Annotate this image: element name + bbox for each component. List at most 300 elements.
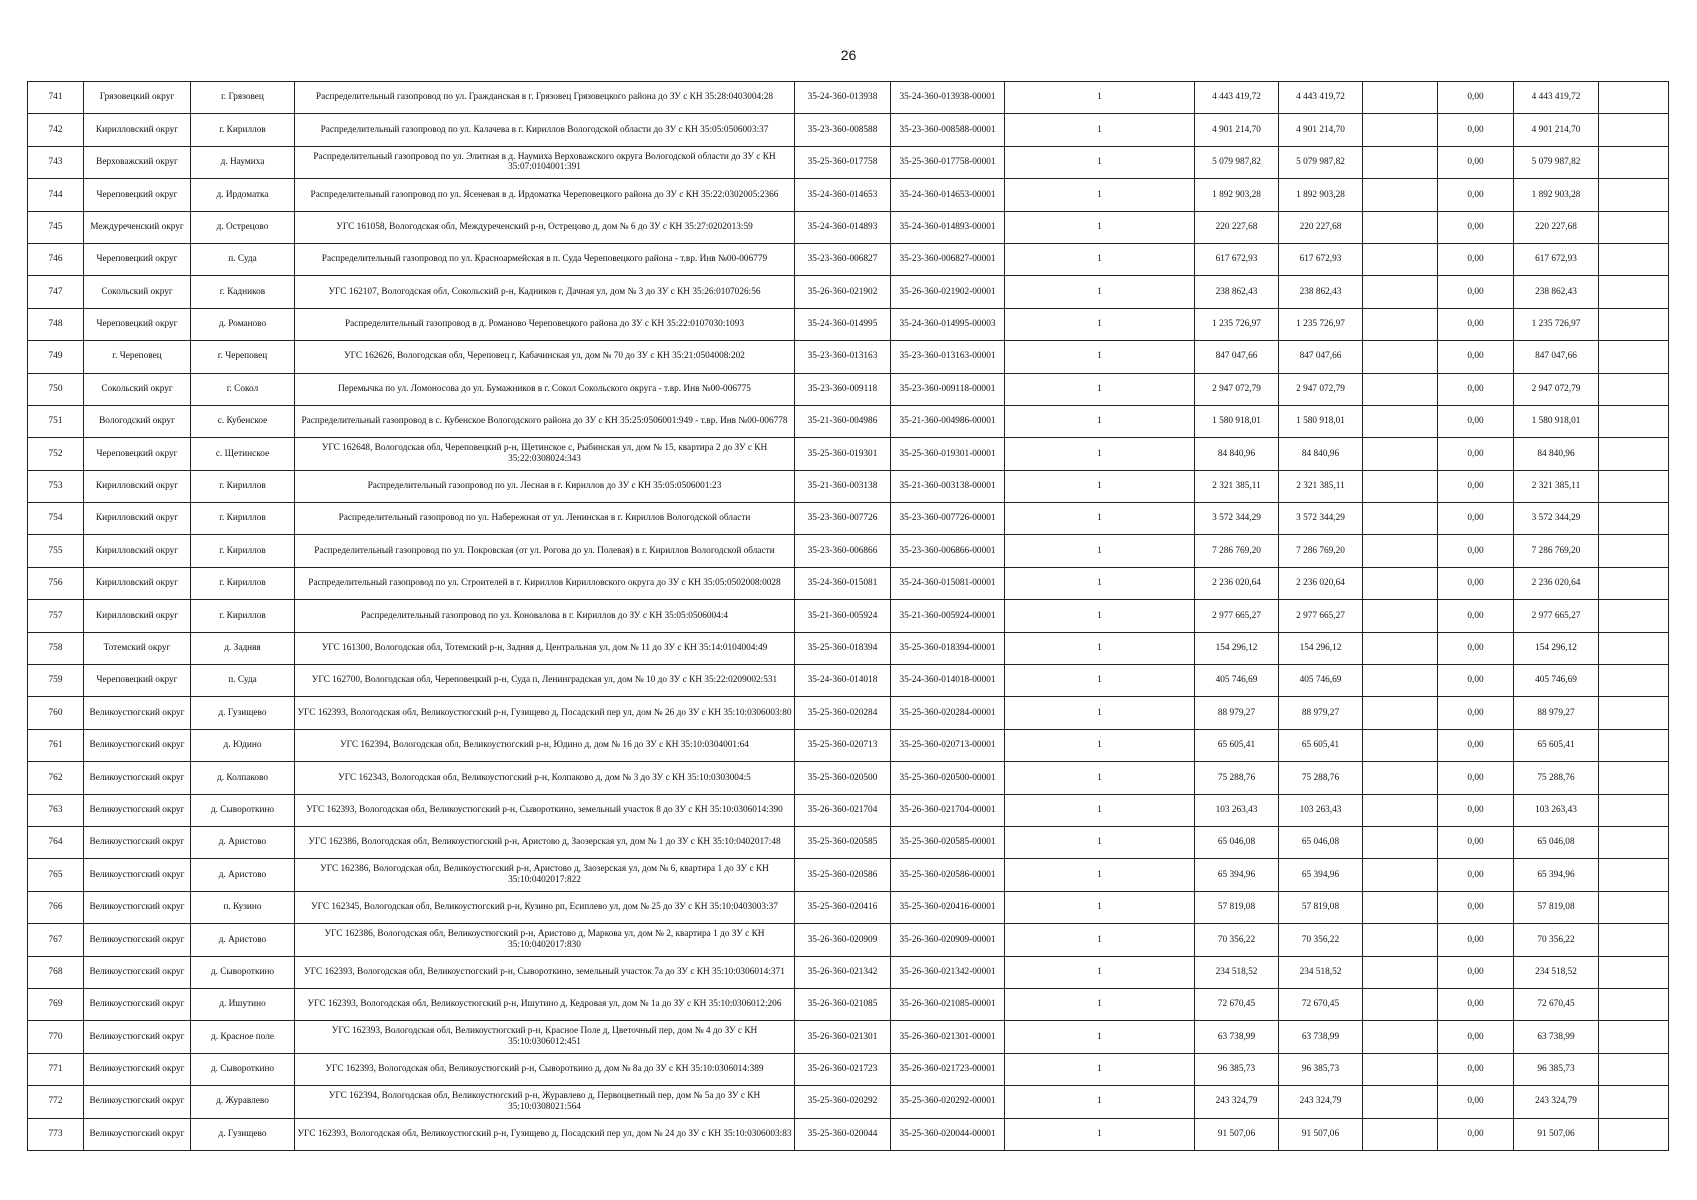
residual-value-cell: 243 324,79: [1514, 1086, 1599, 1118]
inventory-number-cell: 35-26-360-021342-00001: [891, 956, 1005, 988]
residual-value-cell: 63 738,99: [1514, 1021, 1599, 1053]
initial-cost-cell: 75 288,76: [1195, 762, 1279, 794]
book-value-cell: 2 947 072,79: [1279, 373, 1363, 405]
initial-cost-cell: 238 862,43: [1195, 276, 1279, 308]
object-name-cell: УГС 161058, Вологодская обл, Междуреченский р-н, Острецово д, дом № 6 до ЗУ с КН 35:27:0202013:59: [295, 211, 795, 243]
settlement-cell: д. Сывороткино: [191, 1053, 295, 1085]
table-row: [28, 1086, 1669, 1118]
initial-cost-cell: 1 580 918,01: [1195, 405, 1279, 437]
table-row: [28, 697, 1669, 729]
object-code-cell: 35-21-360-005924: [795, 600, 891, 632]
object-code-cell: 35-25-360-018394: [795, 632, 891, 664]
residual-value-cell: 5 079 987,82: [1514, 146, 1599, 178]
residual-value-cell: 154 296,12: [1514, 632, 1599, 664]
book-value-cell: 405 746,69: [1279, 665, 1363, 697]
district-cell: Сокольский округ: [84, 373, 191, 405]
initial-cost-cell: 847 047,66: [1195, 341, 1279, 373]
settlement-cell: с. Щетинское: [191, 438, 295, 470]
depreciation-cell: 0,00: [1438, 891, 1514, 923]
initial-cost-cell: 72 670,45: [1195, 988, 1279, 1020]
settlement-cell: п. Суда: [191, 243, 295, 275]
initial-cost-cell: 617 672,93: [1195, 243, 1279, 275]
settlement-cell: г. Кириллов: [191, 114, 295, 146]
object-name-cell: Распределительный газопровод по ул. Красноармейская в п. Суда Череповецкого района - т.вр. Инв №00-006779: [295, 243, 795, 275]
row-number-cell: 751: [28, 405, 84, 437]
table-row: [28, 503, 1669, 535]
settlement-cell: п. Кузино: [191, 891, 295, 923]
empty-cell: [1363, 211, 1438, 243]
initial-cost-cell: 4 901 214,70: [1195, 114, 1279, 146]
inventory-number-cell: 35-25-360-020500-00001: [891, 762, 1005, 794]
residual-value-cell: 84 840,96: [1514, 438, 1599, 470]
inventory-number-cell: 35-21-360-003138-00001: [891, 470, 1005, 502]
district-cell: Тотемский округ: [84, 632, 191, 664]
row-number-cell: 752: [28, 438, 84, 470]
residual-value-cell: 847 047,66: [1514, 341, 1599, 373]
row-number-cell: 743: [28, 146, 84, 178]
object-name-cell: УГС 161300, Вологодская обл, Тотемский р-н, Задняя д, Центральная ул, дом № 11 до ЗУ с КН 35:14:0104004:49: [295, 632, 795, 664]
inventory-number-cell: 35-25-360-020713-00001: [891, 729, 1005, 761]
district-cell: Великоустюгский округ: [84, 794, 191, 826]
quantity-cell: 1: [1005, 729, 1195, 761]
empty-cell: [1363, 1053, 1438, 1085]
object-name-cell: УГС 162394, Вологодская обл, Великоустюгский р-н, Журавлево д, Первоцветный пер, дом № 5а до ЗУ с КН 35:10:0308021:564: [295, 1086, 795, 1118]
note-cell: [1599, 1118, 1669, 1150]
residual-value-cell: 75 288,76: [1514, 762, 1599, 794]
book-value-cell: 220 227,68: [1279, 211, 1363, 243]
district-cell: Кирилловский округ: [84, 503, 191, 535]
initial-cost-cell: 65 394,96: [1195, 859, 1279, 891]
object-code-cell: 35-26-360-021085: [795, 988, 891, 1020]
initial-cost-cell: 88 979,27: [1195, 697, 1279, 729]
residual-value-cell: 2 321 385,11: [1514, 470, 1599, 502]
table-row: [28, 988, 1669, 1020]
object-code-cell: 35-23-360-006827: [795, 243, 891, 275]
object-name-cell: УГС 162394, Вологодская обл, Великоустюгский р-н, Юдино д, дом № 16 до ЗУ с КН 35:10:0304001:64: [295, 729, 795, 761]
quantity-cell: 1: [1005, 665, 1195, 697]
depreciation-cell: 0,00: [1438, 729, 1514, 761]
residual-value-cell: 4 443 419,72: [1514, 82, 1599, 114]
settlement-cell: д. Сывороткино: [191, 794, 295, 826]
book-value-cell: 1 235 726,97: [1279, 308, 1363, 340]
table-row: [28, 600, 1669, 632]
object-name-cell: УГС 162386, Вологодская обл, Великоустюгский р-н, Аристово д, Маркова ул, дом № 2, квартира 1 до ЗУ с КН 35:10:0402017:830: [295, 924, 795, 956]
residual-value-cell: 65 394,96: [1514, 859, 1599, 891]
empty-cell: [1363, 82, 1438, 114]
object-name-cell: Распределительный газопровод по ул. Элитная в д. Наумиха Верховажского округа Вологодской области до ЗУ с КН 35:07:0104001:391: [295, 146, 795, 178]
district-cell: Кирилловский округ: [84, 600, 191, 632]
table-row: [28, 729, 1669, 761]
initial-cost-cell: 57 819,08: [1195, 891, 1279, 923]
depreciation-cell: 0,00: [1438, 794, 1514, 826]
inventory-number-cell: 35-25-360-020416-00001: [891, 891, 1005, 923]
initial-cost-cell: 220 227,68: [1195, 211, 1279, 243]
row-number-cell: 756: [28, 567, 84, 599]
note-cell: [1599, 146, 1669, 178]
initial-cost-cell: 1 892 903,28: [1195, 179, 1279, 211]
district-cell: Верховажский округ: [84, 146, 191, 178]
initial-cost-cell: 7 286 769,20: [1195, 535, 1279, 567]
row-number-cell: 761: [28, 729, 84, 761]
note-cell: [1599, 373, 1669, 405]
object-name-cell: Распределительный газопровод по ул. Набережная от ул. Ленинская в г. Кириллов Вологодской области: [295, 503, 795, 535]
settlement-cell: д. Гузищево: [191, 1118, 295, 1150]
object-code-cell: 35-24-360-014653: [795, 179, 891, 211]
note-cell: [1599, 179, 1669, 211]
object-name-cell: Распределительный газопровод по ул. Ясеневая в д. Ирдоматка Череповецкого района до ЗУ с КН 35:22:0302005:2366: [295, 179, 795, 211]
quantity-cell: 1: [1005, 924, 1195, 956]
object-name-cell: УГС 162107, Вологодская обл, Сокольский р-н, Кадников г, Дачная ул, дом № 3 до ЗУ с КН 35:26:0107026:56: [295, 276, 795, 308]
row-number-cell: 760: [28, 697, 84, 729]
table-row: [28, 308, 1669, 340]
quantity-cell: 1: [1005, 1021, 1195, 1053]
empty-cell: [1363, 179, 1438, 211]
object-code-cell: 35-25-360-020292: [795, 1086, 891, 1118]
inventory-number-cell: 35-26-360-020909-00001: [891, 924, 1005, 956]
object-code-cell: 35-25-360-020500: [795, 762, 891, 794]
book-value-cell: 65 046,08: [1279, 826, 1363, 858]
depreciation-cell: 0,00: [1438, 276, 1514, 308]
district-cell: Великоустюгский округ: [84, 956, 191, 988]
object-code-cell: 35-21-360-004986: [795, 405, 891, 437]
initial-cost-cell: 154 296,12: [1195, 632, 1279, 664]
inventory-number-cell: 35-24-360-013938-00001: [891, 82, 1005, 114]
object-code-cell: 35-23-360-007726: [795, 503, 891, 535]
empty-cell: [1363, 243, 1438, 275]
note-cell: [1599, 632, 1669, 664]
initial-cost-cell: 84 840,96: [1195, 438, 1279, 470]
quantity-cell: 1: [1005, 632, 1195, 664]
inventory-number-cell: 35-24-360-014995-00003: [891, 308, 1005, 340]
quantity-cell: 1: [1005, 988, 1195, 1020]
note-cell: [1599, 114, 1669, 146]
settlement-cell: д. Задняя: [191, 632, 295, 664]
object-code-cell: 35-24-360-015081: [795, 567, 891, 599]
depreciation-cell: 0,00: [1438, 373, 1514, 405]
district-cell: Череповецкий округ: [84, 243, 191, 275]
object-name-cell: УГС 162393, Вологодская обл, Великоустюгский р-н, Сывороткино, земельный участок 8 до ЗУ с КН 35:10:0306014:390: [295, 794, 795, 826]
note-cell: [1599, 535, 1669, 567]
note-cell: [1599, 600, 1669, 632]
empty-cell: [1363, 632, 1438, 664]
settlement-cell: д. Аристово: [191, 826, 295, 858]
depreciation-cell: 0,00: [1438, 146, 1514, 178]
residual-value-cell: 617 672,93: [1514, 243, 1599, 275]
book-value-cell: 91 507,06: [1279, 1118, 1363, 1150]
settlement-cell: г. Кириллов: [191, 535, 295, 567]
settlement-cell: д. Ирдоматка: [191, 179, 295, 211]
note-cell: [1599, 988, 1669, 1020]
table-row: [28, 146, 1669, 178]
book-value-cell: 96 385,73: [1279, 1053, 1363, 1085]
initial-cost-cell: 234 518,52: [1195, 956, 1279, 988]
object-code-cell: 35-25-360-017758: [795, 146, 891, 178]
empty-cell: [1363, 924, 1438, 956]
book-value-cell: 7 286 769,20: [1279, 535, 1363, 567]
district-cell: Великоустюгский округ: [84, 762, 191, 794]
inventory-number-cell: 35-26-360-021723-00001: [891, 1053, 1005, 1085]
book-value-cell: 88 979,27: [1279, 697, 1363, 729]
district-cell: Череповецкий округ: [84, 438, 191, 470]
quantity-cell: 1: [1005, 503, 1195, 535]
quantity-cell: 1: [1005, 567, 1195, 599]
quantity-cell: 1: [1005, 470, 1195, 502]
depreciation-cell: 0,00: [1438, 341, 1514, 373]
residual-value-cell: 65 605,41: [1514, 729, 1599, 761]
row-number-cell: 754: [28, 503, 84, 535]
district-cell: Междуреченский округ: [84, 211, 191, 243]
empty-cell: [1363, 146, 1438, 178]
depreciation-cell: 0,00: [1438, 924, 1514, 956]
note-cell: [1599, 891, 1669, 923]
object-name-cell: Перемычка по ул. Ломоносова до ул. Бумажников в г. Сокол Сокольского округа - т.вр. Инв №00-006775: [295, 373, 795, 405]
depreciation-cell: 0,00: [1438, 1086, 1514, 1118]
row-number-cell: 746: [28, 243, 84, 275]
depreciation-cell: 0,00: [1438, 179, 1514, 211]
object-code-cell: 35-25-360-020585: [795, 826, 891, 858]
settlement-cell: д. Гузищево: [191, 697, 295, 729]
residual-value-cell: 7 286 769,20: [1514, 535, 1599, 567]
settlement-cell: д. Острецово: [191, 211, 295, 243]
quantity-cell: 1: [1005, 1053, 1195, 1085]
book-value-cell: 5 079 987,82: [1279, 146, 1363, 178]
inventory-number-cell: 35-25-360-020044-00001: [891, 1118, 1005, 1150]
object-code-cell: 35-24-360-014018: [795, 665, 891, 697]
initial-cost-cell: 63 738,99: [1195, 1021, 1279, 1053]
note-cell: [1599, 276, 1669, 308]
depreciation-cell: 0,00: [1438, 665, 1514, 697]
empty-cell: [1363, 341, 1438, 373]
object-name-cell: УГС 162345, Вологодская обл, Великоустюгский р-н, Кузино рп, Есиплево ул, дом № 25 до ЗУ с КН 35:10:0403003:37: [295, 891, 795, 923]
book-value-cell: 4 901 214,70: [1279, 114, 1363, 146]
district-cell: Кирилловский округ: [84, 535, 191, 567]
settlement-cell: г. Кириллов: [191, 503, 295, 535]
row-number-cell: 758: [28, 632, 84, 664]
empty-cell: [1363, 1118, 1438, 1150]
inventory-number-cell: 35-25-360-018394-00001: [891, 632, 1005, 664]
depreciation-cell: 0,00: [1438, 243, 1514, 275]
district-cell: г. Череповец: [84, 341, 191, 373]
depreciation-cell: 0,00: [1438, 859, 1514, 891]
object-code-cell: 35-25-360-020284: [795, 697, 891, 729]
residual-value-cell: 1 580 918,01: [1514, 405, 1599, 437]
book-value-cell: 84 840,96: [1279, 438, 1363, 470]
book-value-cell: 2 321 385,11: [1279, 470, 1363, 502]
table-row: [28, 924, 1669, 956]
empty-cell: [1363, 665, 1438, 697]
settlement-cell: д. Юдино: [191, 729, 295, 761]
table-row: [28, 1053, 1669, 1085]
quantity-cell: 1: [1005, 697, 1195, 729]
table-row: [28, 276, 1669, 308]
inventory-number-cell: 35-26-360-021902-00001: [891, 276, 1005, 308]
row-number-cell: 747: [28, 276, 84, 308]
residual-value-cell: 91 507,06: [1514, 1118, 1599, 1150]
book-value-cell: 72 670,45: [1279, 988, 1363, 1020]
empty-cell: [1363, 567, 1438, 599]
depreciation-cell: 0,00: [1438, 1118, 1514, 1150]
settlement-cell: д. Красное поле: [191, 1021, 295, 1053]
table-row: [28, 341, 1669, 373]
initial-cost-cell: 91 507,06: [1195, 1118, 1279, 1150]
row-number-cell: 762: [28, 762, 84, 794]
inventory-number-cell: 35-24-360-014653-00001: [891, 179, 1005, 211]
quantity-cell: 1: [1005, 1118, 1195, 1150]
initial-cost-cell: 5 079 987,82: [1195, 146, 1279, 178]
book-value-cell: 65 605,41: [1279, 729, 1363, 761]
depreciation-cell: 0,00: [1438, 988, 1514, 1020]
residual-value-cell: 103 263,43: [1514, 794, 1599, 826]
residual-value-cell: 1 235 726,97: [1514, 308, 1599, 340]
page-number: 26: [840, 47, 857, 63]
depreciation-cell: 0,00: [1438, 82, 1514, 114]
district-cell: Череповецкий округ: [84, 179, 191, 211]
note-cell: [1599, 308, 1669, 340]
inventory-number-cell: 35-25-360-020292-00001: [891, 1086, 1005, 1118]
initial-cost-cell: 1 235 726,97: [1195, 308, 1279, 340]
district-cell: Великоустюгский округ: [84, 988, 191, 1020]
empty-cell: [1363, 988, 1438, 1020]
initial-cost-cell: 2 236 020,64: [1195, 567, 1279, 599]
quantity-cell: 1: [1005, 405, 1195, 437]
quantity-cell: 1: [1005, 859, 1195, 891]
row-number-cell: 753: [28, 470, 84, 502]
table-row: [28, 438, 1669, 470]
initial-cost-cell: 2 321 385,11: [1195, 470, 1279, 502]
book-value-cell: 4 443 419,72: [1279, 82, 1363, 114]
settlement-cell: д. Ишутино: [191, 988, 295, 1020]
district-cell: Великоустюгский округ: [84, 826, 191, 858]
book-value-cell: 847 047,66: [1279, 341, 1363, 373]
quantity-cell: 1: [1005, 956, 1195, 988]
depreciation-cell: 0,00: [1438, 567, 1514, 599]
object-code-cell: 35-25-360-020713: [795, 729, 891, 761]
note-cell: [1599, 697, 1669, 729]
table-row: [28, 470, 1669, 502]
object-name-cell: УГС 162700, Вологодская обл, Череповецкий р-н, Суда п, Ленинградская ул, дом № 10 до ЗУ с КН 35:22:0209002:531: [295, 665, 795, 697]
settlement-cell: д. Колпаково: [191, 762, 295, 794]
row-number-cell: 749: [28, 341, 84, 373]
depreciation-cell: 0,00: [1438, 211, 1514, 243]
table-row: [28, 82, 1669, 114]
empty-cell: [1363, 729, 1438, 761]
inventory-number-cell: 35-26-360-021704-00001: [891, 794, 1005, 826]
note-cell: [1599, 470, 1669, 502]
row-number-cell: 769: [28, 988, 84, 1020]
district-cell: Великоустюгский округ: [84, 697, 191, 729]
row-number-cell: 755: [28, 535, 84, 567]
object-name-cell: УГС 162393, Вологодская обл, Великоустюгский р-н, Сывороткино, земельный участок 7а до ЗУ с КН 35:10:0306014:371: [295, 956, 795, 988]
initial-cost-cell: 4 443 419,72: [1195, 82, 1279, 114]
book-value-cell: 234 518,52: [1279, 956, 1363, 988]
depreciation-cell: 0,00: [1438, 308, 1514, 340]
district-cell: Череповецкий округ: [84, 665, 191, 697]
book-value-cell: 70 356,22: [1279, 924, 1363, 956]
inventory-number-cell: 35-23-360-007726-00001: [891, 503, 1005, 535]
settlement-cell: г. Череповец: [191, 341, 295, 373]
district-cell: Великоустюгский округ: [84, 859, 191, 891]
book-value-cell: 2 236 020,64: [1279, 567, 1363, 599]
book-value-cell: 1 580 918,01: [1279, 405, 1363, 437]
depreciation-cell: 0,00: [1438, 470, 1514, 502]
note-cell: [1599, 438, 1669, 470]
quantity-cell: 1: [1005, 600, 1195, 632]
object-name-cell: УГС 162626, Вологодская обл, Череповец г, Кабачинская ул, дом № 70 до ЗУ с КН 35:21:0504008:202: [295, 341, 795, 373]
row-number-cell: 766: [28, 891, 84, 923]
note-cell: [1599, 567, 1669, 599]
quantity-cell: 1: [1005, 211, 1195, 243]
quantity-cell: 1: [1005, 535, 1195, 567]
district-cell: Великоустюгский округ: [84, 1086, 191, 1118]
inventory-number-cell: 35-21-360-004986-00001: [891, 405, 1005, 437]
district-cell: Кирилловский округ: [84, 114, 191, 146]
inventory-number-cell: 35-25-360-019301-00001: [891, 438, 1005, 470]
table-row: [28, 826, 1669, 858]
object-name-cell: УГС 162393, Вологодская обл, Великоустюгский р-н, Гузищево д, Посадский пер ул, дом № 24 до ЗУ с КН 35:10:0306003:83: [295, 1118, 795, 1150]
district-cell: Сокольский округ: [84, 276, 191, 308]
row-number-cell: 745: [28, 211, 84, 243]
residual-value-cell: 2 236 020,64: [1514, 567, 1599, 599]
object-name-cell: Распределительный газопровод в с. Кубенское Вологодского района до ЗУ с КН 35:25:0506001:949 - т.вр. Инв №00-006778: [295, 405, 795, 437]
inventory-number-cell: 35-25-360-020586-00001: [891, 859, 1005, 891]
note-cell: [1599, 859, 1669, 891]
row-number-cell: 764: [28, 826, 84, 858]
book-value-cell: 617 672,93: [1279, 243, 1363, 275]
empty-cell: [1363, 503, 1438, 535]
book-value-cell: 238 862,43: [1279, 276, 1363, 308]
quantity-cell: 1: [1005, 891, 1195, 923]
quantity-cell: 1: [1005, 438, 1195, 470]
object-code-cell: 35-26-360-021704: [795, 794, 891, 826]
settlement-cell: г. Кадников: [191, 276, 295, 308]
settlement-cell: г. Кириллов: [191, 600, 295, 632]
note-cell: [1599, 956, 1669, 988]
residual-value-cell: 70 356,22: [1514, 924, 1599, 956]
object-name-cell: Распределительный газопровод в д. Романово Череповецкого района до ЗУ с КН 35:22:0107030:1093: [295, 308, 795, 340]
note-cell: [1599, 1021, 1669, 1053]
book-value-cell: 75 288,76: [1279, 762, 1363, 794]
row-number-cell: 757: [28, 600, 84, 632]
residual-value-cell: 1 892 903,28: [1514, 179, 1599, 211]
object-code-cell: 35-25-360-019301: [795, 438, 891, 470]
book-value-cell: 63 738,99: [1279, 1021, 1363, 1053]
quantity-cell: 1: [1005, 794, 1195, 826]
residual-value-cell: 72 670,45: [1514, 988, 1599, 1020]
object-code-cell: 35-25-360-020586: [795, 859, 891, 891]
row-number-cell: 771: [28, 1053, 84, 1085]
row-number-cell: 773: [28, 1118, 84, 1150]
note-cell: [1599, 924, 1669, 956]
depreciation-cell: 0,00: [1438, 1021, 1514, 1053]
row-number-cell: 768: [28, 956, 84, 988]
settlement-cell: д. Наумиха: [191, 146, 295, 178]
initial-cost-cell: 2 977 665,27: [1195, 600, 1279, 632]
empty-cell: [1363, 1021, 1438, 1053]
inventory-number-cell: 35-24-360-014018-00001: [891, 665, 1005, 697]
object-code-cell: 35-23-360-009118: [795, 373, 891, 405]
row-number-cell: 767: [28, 924, 84, 956]
depreciation-cell: 0,00: [1438, 600, 1514, 632]
note-cell: [1599, 826, 1669, 858]
book-value-cell: 154 296,12: [1279, 632, 1363, 664]
table-row: [28, 762, 1669, 794]
district-cell: Великоустюгский округ: [84, 924, 191, 956]
inventory-number-cell: 35-24-360-015081-00001: [891, 567, 1005, 599]
initial-cost-cell: 2 947 072,79: [1195, 373, 1279, 405]
quantity-cell: 1: [1005, 826, 1195, 858]
quantity-cell: 1: [1005, 146, 1195, 178]
empty-cell: [1363, 697, 1438, 729]
